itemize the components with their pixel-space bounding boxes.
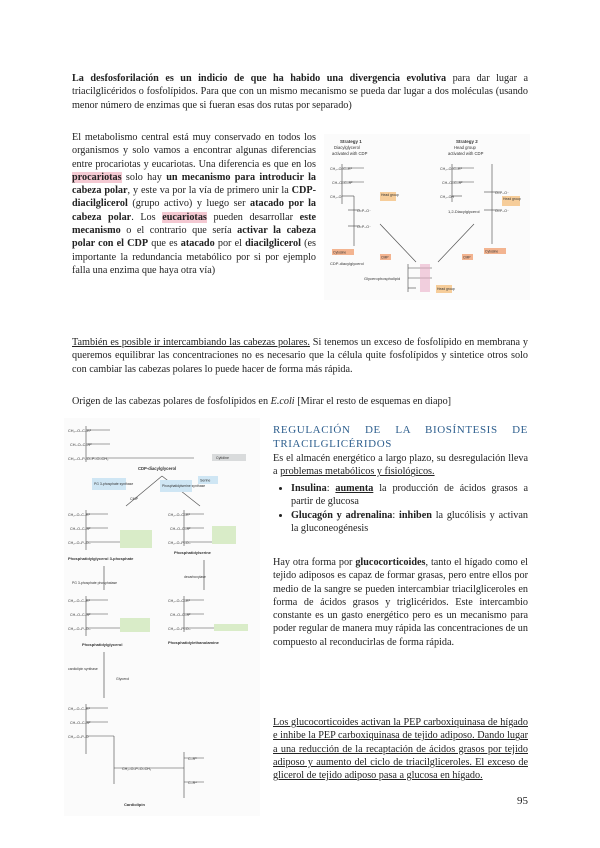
svg-text:CH₂–O–C–R¹: CH₂–O–C–R¹	[330, 167, 352, 171]
regulacion-bullets	[273, 482, 528, 535]
svg-text:C–R³: C–R³	[188, 757, 197, 761]
ps-synthase-label: Phosphatidylserine synthase	[162, 484, 206, 488]
metab-text: (grupo activo) y luego ser	[127, 198, 250, 210]
phosphate-highlight	[420, 264, 430, 292]
cdp-dag-structure	[342, 164, 364, 246]
pserine-headgroup-box	[212, 526, 236, 544]
cardiolipin-structure	[86, 704, 204, 798]
intercambio-paragraph	[72, 336, 528, 376]
pglycerol-structure	[86, 596, 120, 636]
metab-bold: CDP-diacilglicerol	[72, 185, 317, 210]
convergence-arrows	[380, 224, 474, 262]
regulacion-p1-text: Es el almacén energético a largo plazo, su desregulación lleva a	[273, 453, 528, 478]
intro-rest: para dar lugar a triacilglicéridos o fosfolípidos. Para que con un mismo mecanismo se pueda dar lugar a dos moléculas (usando menor número de enzimas que si fueran esas dos rutas por separado)	[72, 73, 528, 111]
svg-text:CH₂–O–C–R¹: CH₂–O–C–R¹	[440, 167, 462, 171]
metabolism-paragraph	[72, 131, 316, 277]
svg-text:CH₂–O–P–O–CH₂: CH₂–O–P–O–CH₂	[122, 767, 152, 771]
cmp-label-right: CMP	[463, 255, 471, 260]
glucagon-bold: Glucagón y adrenalina	[291, 509, 393, 521]
p2-text: Hay otra forma por	[273, 557, 356, 568]
page-number: 95	[517, 795, 528, 807]
svg-text:O=P–O⁻: O=P–O⁻	[495, 209, 509, 213]
regulacion-p1-underlined: problemas metabólicos y fisiológicos.	[280, 466, 435, 478]
strategy1-sub2: activated with CDP	[332, 151, 368, 156]
pethanol-label: Phosphatidylethanolamine	[168, 640, 219, 645]
pglycerol-headgroup-box	[120, 618, 150, 632]
strategy2-sub: Head group	[454, 145, 476, 150]
pg3p-structure	[86, 510, 120, 550]
metab-bold: este mecanismo	[72, 211, 316, 237]
origen-text: [Mirar el resto de esquemas en diapo]	[294, 396, 452, 407]
serine-label: Serine	[200, 478, 211, 483]
cdp-dag-label-2: CDP-diacylglycerol	[138, 466, 177, 471]
ecoli-italic: E.coli	[270, 396, 295, 407]
svg-text:C–R⁴: C–R⁴	[188, 781, 197, 785]
origen-text: Origen de las cabezas polares de fosfolípidos en	[72, 396, 271, 407]
metab-bold: activar la cabeza polar con el CDP	[72, 225, 316, 250]
bullet-glucagon	[291, 509, 528, 536]
intercambio-rest: Si tenemos un exceso de fosfolípido en membrana y queremos equilibrar las concentraciones no es necesario que la célula quite fosfolípidos y sintetice otros solo con cambiar las cabezas polares lo puede hacer de forma más rápida.	[72, 337, 528, 375]
svg-text:CH₂–O–P–O–P–O–CH₂: CH₂–O–P–O–P–O–CH₂	[68, 457, 109, 461]
metab-bold: atacado por la cabeza polar	[72, 198, 316, 223]
regulacion-p2	[273, 556, 528, 649]
strategy2-sub2: activated with CDP	[448, 151, 484, 156]
origen-line	[72, 395, 528, 408]
svg-text:CH₂–O–C–R¹: CH₂–O–C–R¹	[168, 513, 190, 517]
head-group-label-left: Head group	[381, 193, 399, 197]
cytosine-label-left: Cytosine	[333, 250, 347, 255]
metab-text: solo hay	[121, 171, 167, 183]
aumenta-bold: aumenta	[335, 483, 374, 494]
pethanol-headgroup-box	[214, 624, 248, 631]
svg-text:CH₂–O–P–O–: CH₂–O–P–O–	[168, 627, 191, 631]
svg-text:O=P–O⁻: O=P–O⁻	[357, 225, 371, 229]
svg-text:CH–O–C–R²: CH–O–C–R²	[170, 613, 191, 617]
cardiolipin-label: Cardiolipin	[124, 802, 145, 807]
strategy1-title: Strategy 1	[340, 139, 362, 144]
svg-text:CH–O–C–R²: CH–O–C–R²	[70, 527, 91, 531]
glycerol-label: Glycerol	[116, 677, 130, 681]
regulacion-heading: REGULACIÓN DE LA BIOSÍNTESIS DE TRIACILGLICÉRIDOS	[273, 424, 528, 450]
metab-text: pueden desarrollar	[206, 211, 300, 223]
cytosine-label-right: Cytosine	[485, 249, 499, 254]
metab-text: El metabolismo central está muy conservado en todos los organismos y solo vamos a encontrar algunas diferencias entre procariotas y eucariotas. Una diferencia es que en los	[72, 132, 316, 170]
cmp-label-left: CMP	[381, 255, 389, 260]
pglycerol-label: Phosphatidylglycerol	[82, 642, 123, 647]
pgp-phosphatase-label: PG 3-phosphate phosphatase	[72, 581, 118, 585]
cytidine-label: Cytidine	[216, 456, 229, 460]
decarboxylase-label: decarboxylase	[184, 575, 206, 579]
inhiben-bold: inhiben	[399, 509, 432, 521]
pg3p-label: Phosphatidylglycerol 3-phosphate	[68, 556, 134, 561]
svg-text:O=P–O⁻: O=P–O⁻	[357, 209, 371, 213]
metab-text: . Los	[131, 211, 163, 223]
metab-text: , y este va por la vía de primero unir la	[127, 185, 292, 197]
cardiolipin-synthase-label: cardiolipin synthase	[68, 667, 98, 671]
svg-text:CH₂–O–P–O: CH₂–O–P–O	[68, 735, 89, 739]
svg-text:O=P–O⁻: O=P–O⁻	[495, 191, 509, 195]
svg-text:CH₂–OH: CH₂–OH	[440, 195, 454, 199]
svg-text:CH–O–C–R²: CH–O–C–R²	[442, 181, 463, 185]
p2-text: , tanto el hígado como el tejido adiposos es capaz de formar grasas, pero entre ellos por medio de la sangre se pueden intercambiar triacilgliceroles en forma de ácidos grasos y triglicéridos. Este intercambio constante es un gasto energético pero es un mecanismo para poder regular de manera muy rápida las concentraciones de un compuesto al reconducirlas de forma rápida.	[273, 557, 528, 648]
svg-text:CH–O–C–R²: CH–O–C–R²	[70, 613, 91, 617]
metab-bold: diacilglicerol	[245, 238, 301, 250]
bullet-sep: :	[326, 483, 336, 494]
intercambio-underlined: También es posible ir intercambiando las cabezas polares.	[72, 337, 310, 348]
svg-text:CH₂–O–P–O–: CH₂–O–P–O–	[68, 541, 91, 545]
intro-paragraph	[72, 72, 528, 112]
bullet-sep: :	[392, 509, 400, 521]
svg-text:CH₂–O–P–O–: CH₂–O–P–O–	[68, 627, 91, 631]
svg-text:CH₂–O–C–R¹: CH₂–O–C–R¹	[168, 599, 190, 603]
intro-bold: La desfosforilación es un indicio de que ha habido una divergencia evolutiva	[72, 73, 447, 84]
svg-text:CH₂–O–C–R¹: CH₂–O–C–R¹	[68, 513, 90, 517]
ecoli-headgroups-figure	[64, 418, 260, 816]
strategies-figure	[324, 134, 530, 300]
svg-text:CH₂–O: CH₂–O	[330, 195, 342, 199]
procariotas-highlight: procariotas	[72, 171, 122, 183]
metab-bold: atacado	[180, 238, 215, 250]
metab-text: (es importante la redundancia metabólico por si por ejemplo falla una enzima que haya otra vía)	[72, 238, 316, 276]
metab-text: que es	[148, 238, 181, 250]
head-group-label-bottom: Head group	[437, 287, 455, 291]
pserine-label: Phosphatidylserine	[174, 550, 211, 555]
svg-text:CH₂–O–P–O–: CH₂–O–P–O–	[168, 541, 191, 545]
svg-text:CH–O–C–R²: CH–O–C–R²	[332, 181, 353, 185]
head-group-label-right: Head group	[503, 197, 521, 201]
svg-text:CH₂–O–C–R¹: CH₂–O–C–R¹	[68, 707, 90, 711]
glucocorticoides-bold: glucocorticoides	[355, 557, 426, 568]
pg3p-headgroup-box	[120, 530, 152, 548]
dag-structure	[452, 164, 500, 244]
dag-label: 1,2-Diacylglycerol	[448, 209, 480, 214]
glycerophospholipid-label: Glycerophospholipid	[364, 276, 401, 281]
metab-text: o el contrario que sería	[120, 225, 238, 237]
cmp-label-2: CMP	[130, 497, 138, 501]
strategy1-sub: Diacylglycerol	[334, 145, 360, 150]
bullet-text: la producción de ácidos grasos a partir de glucosa	[291, 483, 528, 508]
metab-text: por el	[214, 238, 246, 250]
eucariotas-highlight: eucariotas	[162, 211, 207, 223]
svg-text:CH₂–O–C–R¹: CH₂–O–C–R¹	[68, 599, 90, 603]
bullet-insulina	[291, 482, 528, 509]
regulacion-p3: Los glucocorticoides activan la PEP carboxiquinasa de hígado e inhibe la PEP carboxiquinasa de tejido adiposo. Dando lugar a una reducción de la recaptación de ácidos grasos por tejido adiposo y aumento del ciclo de triacilgliceroles. El exceso de glicerol de tejido adiposo pasa a glucosa en hígado.	[273, 717, 528, 782]
svg-text:CH–O–C–R²: CH–O–C–R²	[70, 721, 91, 725]
metab-bold: un mecanismo para introducir la cabeza polar	[72, 171, 316, 197]
svg-text:CH–O–C–R²: CH–O–C–R²	[70, 443, 92, 447]
strategy2-title: Strategy 2	[456, 139, 478, 144]
bullet-text: la glucólisis y activan la gluconeogénesis	[291, 509, 528, 534]
cdp-dag-label: CDP-diacylglycerol	[330, 261, 364, 266]
regulacion-p1	[273, 452, 528, 479]
svg-text:CH₂–O–C–R¹: CH₂–O–C–R¹	[68, 429, 91, 433]
insulina-bold: Insulina	[291, 483, 327, 494]
pgp-synthase-label: PG 3-phosphate synthase	[94, 482, 134, 486]
svg-text:CH–O–C–R²: CH–O–C–R²	[170, 527, 191, 531]
